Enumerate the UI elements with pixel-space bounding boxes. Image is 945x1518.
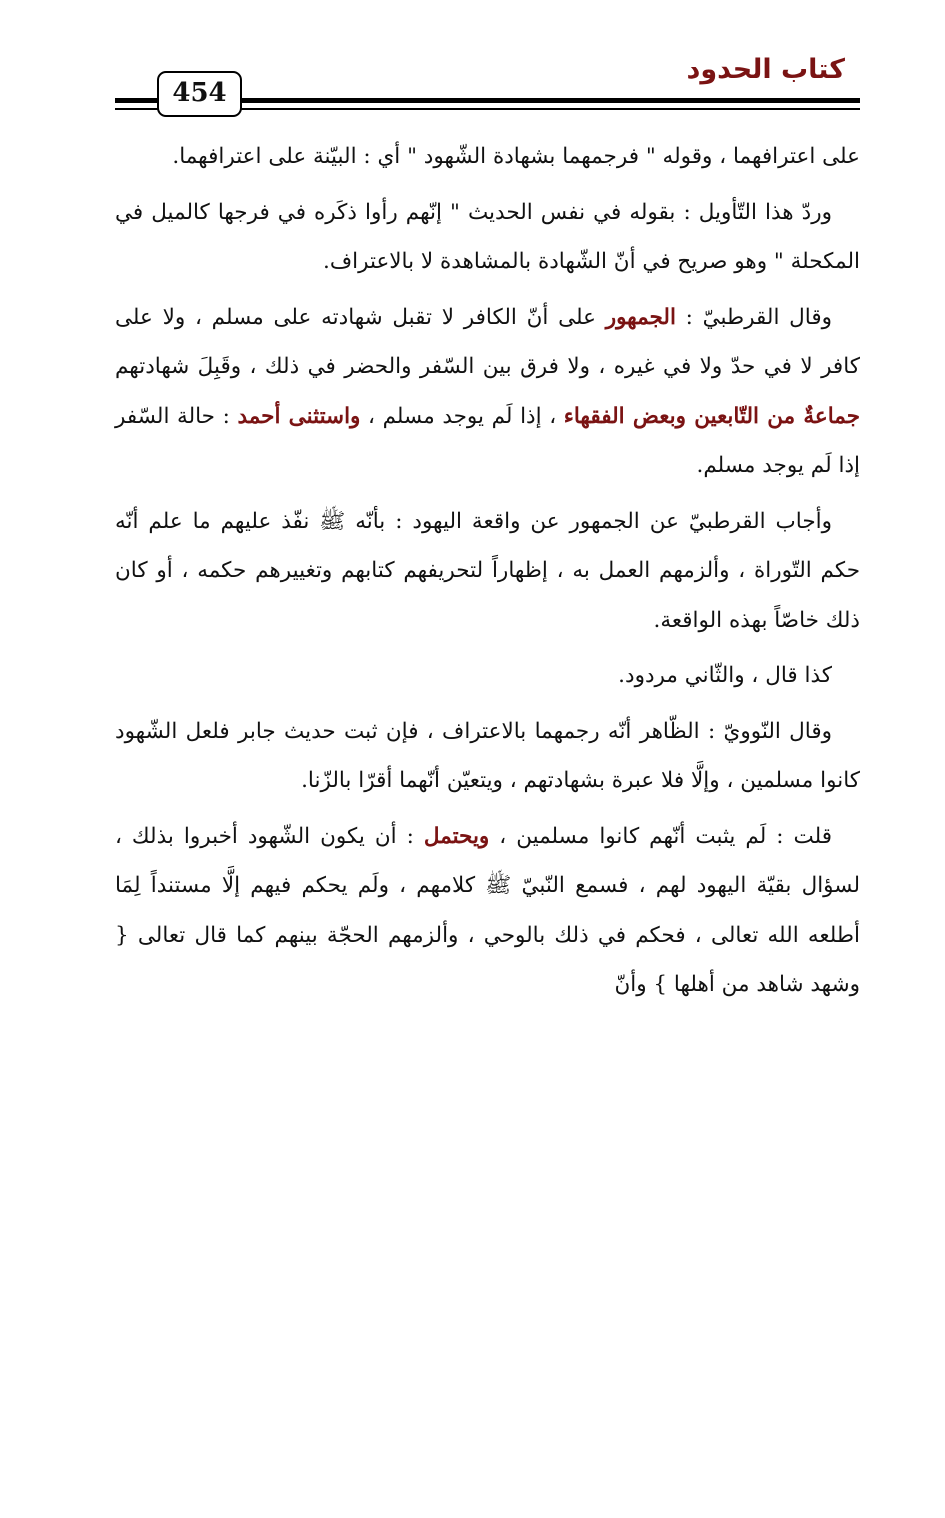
text-segment: : أن يكون الشّهود أخبروا بذلك ، لسؤال بقيّة اليهود لهم ، فسمع النّبيّ ﷺ كلامهم ، ولَم يحكم فيهم إلَّا مستنداً لِمَا أطلعه الله تعالى ، فحكم في ذلك بالوحي ، وألزمهم الحجّة بينهم كما قال تعالى { وشهد شاهد من أهلها } وأنّ	[115, 823, 860, 997]
text-segment: وردّ هذا التّأويل : بقوله في نفس الحديث " إنّهم رأوا ذكَره في فرجها كالميل في المكحلة " وهو صريح في أنّ الشّهادة بالمشاهدة لا بالاعتراف.	[115, 199, 860, 274]
text-segment: : حالة السّفر إذا لَم يوجد مسلم.	[115, 403, 860, 478]
text-segment: على اعترافهما ، وقوله " فرجمهما بشهادة الشّهود " أي : البيّنة على اعترافهما.	[172, 144, 860, 169]
paragraph	[115, 132, 860, 182]
page-number: 454	[172, 78, 227, 108]
paragraph	[115, 651, 860, 701]
book-title: كتاب الحدود	[686, 54, 845, 85]
text-segment: وأجاب القرطبيّ عن الجمهور عن واقعة اليهود : بأنّه ﷺ نفّذ عليهم ما علم أنّه حكم التّوراة ، وألزمهم العمل به ، إظهاراً لتحريفهم كتابهم وتغييرهم حكمه ، أو كان ذلك خاصّاً بهذه الواقعة.	[115, 508, 860, 633]
page-number-box	[157, 71, 242, 117]
body-text	[115, 132, 860, 1016]
paragraph	[115, 188, 860, 287]
paragraph	[115, 497, 860, 646]
highlighted-term: ويحتمل	[423, 823, 490, 849]
highlighted-term: الجمهور	[605, 304, 676, 330]
highlighted-term: جماعةٌ من التّابعين وبعض الفقهاء	[563, 403, 861, 429]
paragraph	[115, 293, 860, 491]
text-segment: وقال النّوويّ : الظّاهر أنّه رجمهما بالاعتراف ، فإن ثبت حديث جابر فلعل الشّهود كانوا مسلمين ، وإلَّا فلا عبرة بشهادتهم ، ويتعيّن أنّهما أقرّا بالزّنا.	[115, 718, 860, 793]
paragraph	[115, 707, 860, 806]
text-segment: كذا قال ، والثّاني مردود.	[618, 663, 832, 688]
highlighted-term: واستثنى أحمد	[237, 403, 361, 429]
paragraph	[115, 812, 860, 1010]
text-segment: قلت : لَم يثبت أنّهم كانوا مسلمين ،	[489, 823, 832, 849]
text-segment: وقال القرطبيّ :	[675, 304, 832, 330]
text-segment: على أنّ الكافر لا تقبل شهادته على مسلم ، ولا على كافر لا في حدّ ولا في غيره ، ولا فرق بين السّفر والحضر في ذلك ، وقَبِلَ شهادتهم	[115, 304, 860, 379]
text-segment: ، إذا لَم يوجد مسلم ،	[360, 403, 564, 429]
